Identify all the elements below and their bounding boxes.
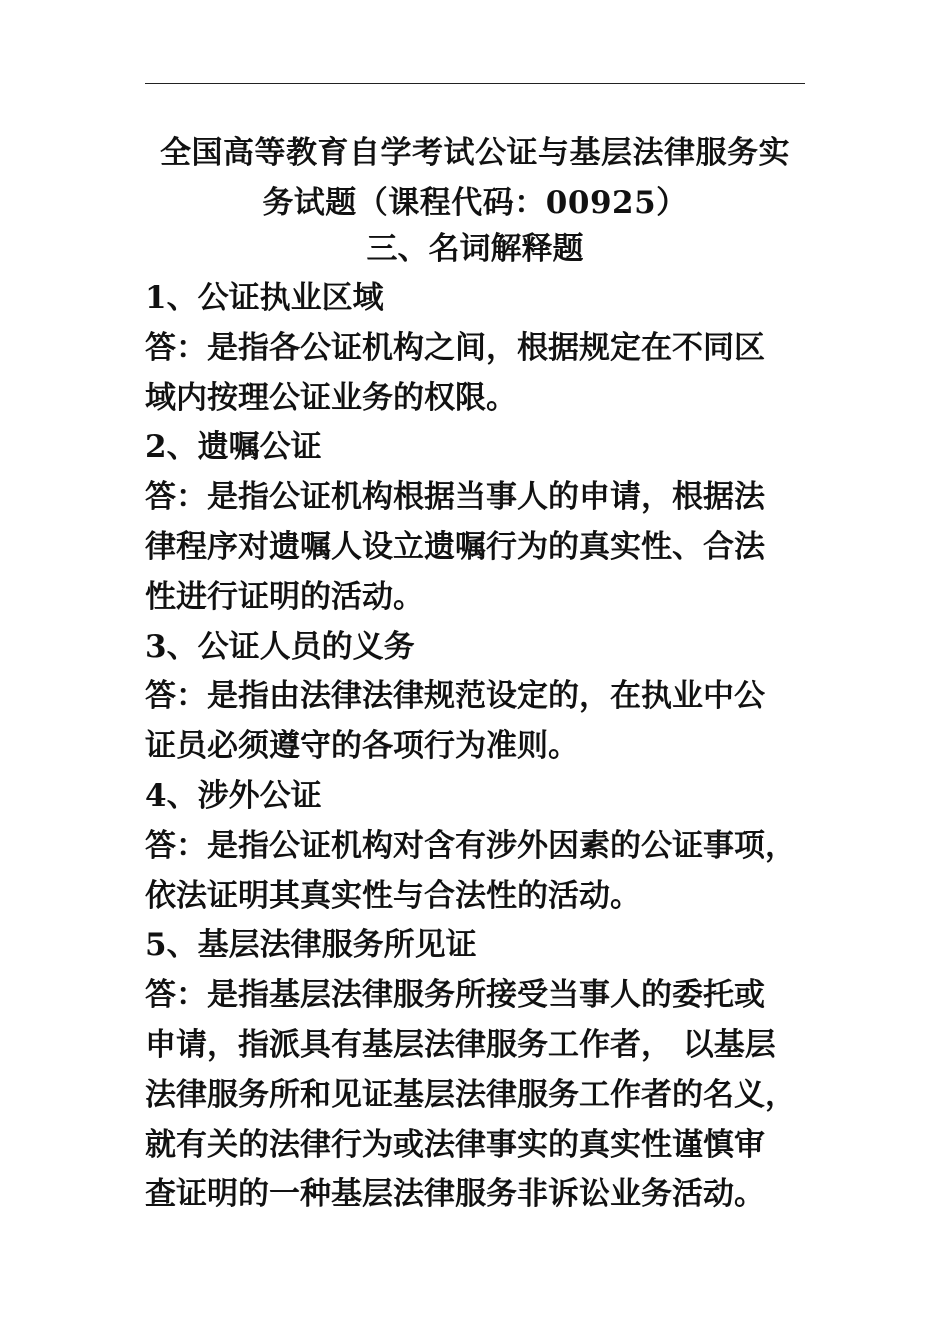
answer-line: 法律服务所和见证基层法律服务工作者的名义，: [145, 1076, 796, 1113]
title-line-2: 务试题（课程代码：00925）: [262, 185, 688, 221]
answer-line: 答：是指各公证机构之间，根据规定在不同区: [145, 329, 765, 366]
answer-line: 查证明的一种基层法律服务非诉讼业务活动。: [145, 1176, 765, 1213]
term-heading: 3、公证人员的义务: [145, 628, 415, 665]
title-line-1: 全国高等教育自学考试公证与基层法律服务实: [160, 135, 790, 171]
term-heading: 4、涉外公证: [145, 777, 322, 814]
document-title: [145, 128, 805, 228]
answer-line: 申请，指派具有基层法律服务工作者， 以基层: [145, 1026, 776, 1063]
answer-line: 答：是指基层法律服务所接受当事人的委托或: [145, 977, 765, 1014]
section-heading: 三、名词解释题: [366, 231, 584, 267]
term-heading: 5、基层法律服务所见证: [145, 927, 477, 964]
term-heading: 2、遗嘱公证: [145, 429, 322, 466]
answer-line: 答：是指公证机构对含有涉外因素的公证事项，: [145, 827, 796, 864]
definition-item-1: [145, 274, 830, 423]
term-heading: 1、公证执业区域: [145, 280, 384, 316]
definition-item-4: [145, 772, 830, 921]
answer-line: 答：是指公证机构根据当事人的申请，根据法: [145, 479, 765, 516]
answer-line: 域内按理公证业务的权限。: [145, 379, 517, 416]
answer-line: 依法证明其真实性与合法性的活动。: [145, 877, 641, 914]
answer-line: 证员必须遵守的各项行为准则。: [145, 728, 579, 765]
definition-list: [145, 274, 830, 1220]
answer-line: 性进行证明的活动。: [145, 578, 424, 615]
answer-line: 就有关的法律行为或法律事实的真实性谨慎审: [145, 1126, 765, 1163]
answer-line: 答：是指由法律法律规范设定的，在执业中公: [145, 678, 765, 715]
header-rule: [145, 83, 805, 84]
definition-item-2: [145, 423, 830, 622]
answer-line: 律程序对遗嘱人设立遗嘱行为的真实性、合法: [145, 528, 765, 565]
definition-item-5: [145, 921, 830, 1220]
definition-item-3: [145, 623, 830, 772]
